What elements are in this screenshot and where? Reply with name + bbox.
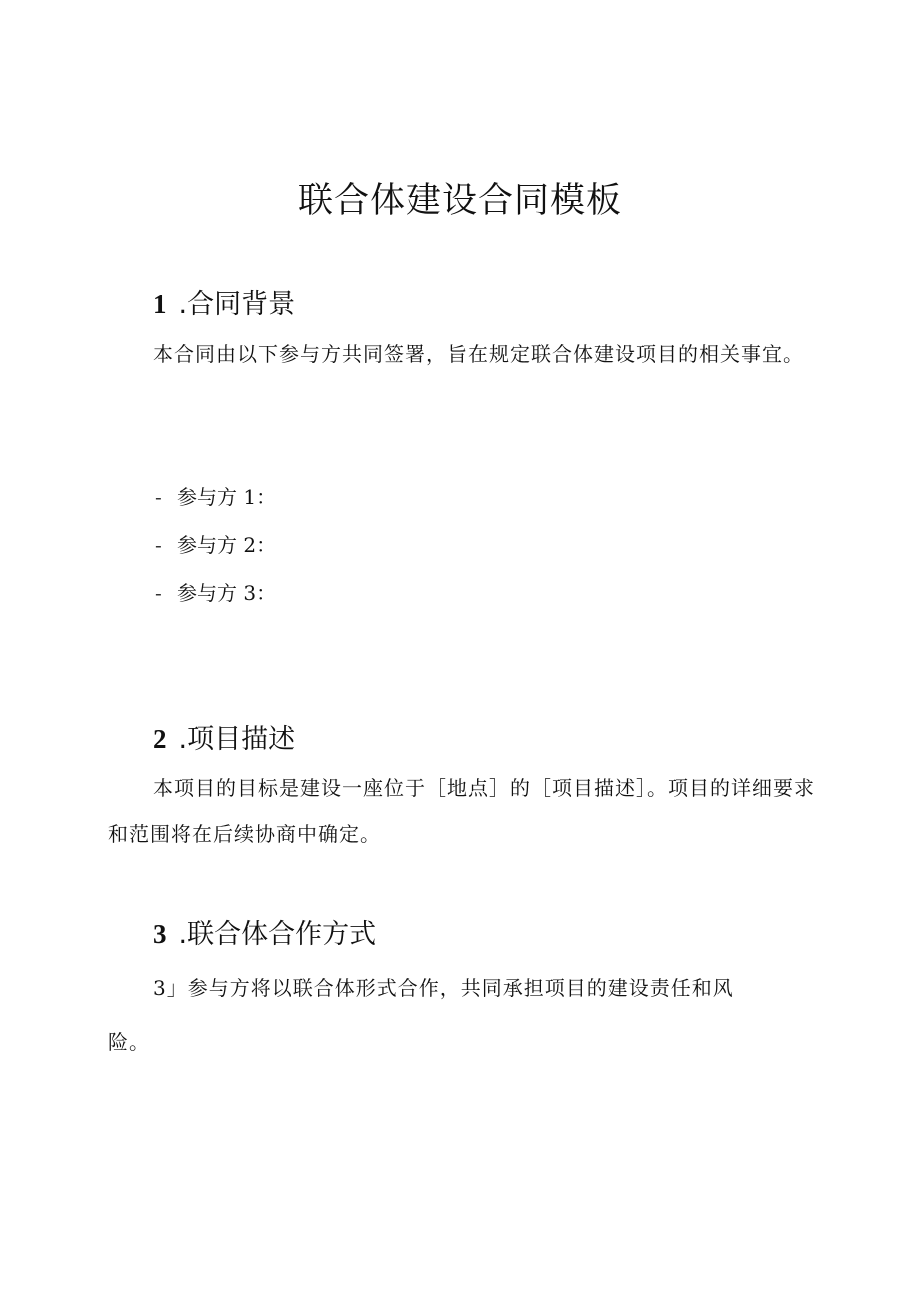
- section-title: .项目描述: [178, 724, 296, 755]
- list-marker: -: [155, 485, 162, 509]
- section-title: .合同背景: [178, 289, 296, 320]
- section-title: .联合体合作方式: [178, 919, 377, 950]
- section-number: 2: [153, 724, 167, 754]
- section-number: 1: [153, 289, 167, 319]
- list-item-party-1: [155, 482, 276, 512]
- section-paragraph-description: 本项目的目标是建设一座位于［地点］的［项目描述］。项目的详细要求和范围将在后续协商中确定。: [108, 776, 815, 846]
- section-heading-background: [153, 284, 295, 325]
- section-heading-description: [153, 719, 295, 760]
- list-item-text: 参与方 2：: [177, 533, 277, 557]
- list-marker: -: [155, 581, 162, 605]
- section-paragraph-background: 本合同由以下参与方共同签署，旨在规定联合体建设项目的相关事宜。: [153, 342, 804, 366]
- document-title: 联合体建设合同模板: [297, 181, 622, 221]
- list-item-text: 参与方 3：: [177, 581, 277, 605]
- section-number: 3: [153, 919, 167, 949]
- list-item-party-2: [155, 530, 276, 560]
- section-heading-cooperation: [153, 914, 376, 955]
- section-paragraph-cooperation: 3」参与方将以联合体形式合作，共同承担项目的建设责任和风险。: [108, 976, 734, 1054]
- list-item-text: 参与方 1：: [177, 485, 277, 509]
- list-marker: -: [155, 533, 162, 557]
- list-item-party-3: [155, 578, 276, 608]
